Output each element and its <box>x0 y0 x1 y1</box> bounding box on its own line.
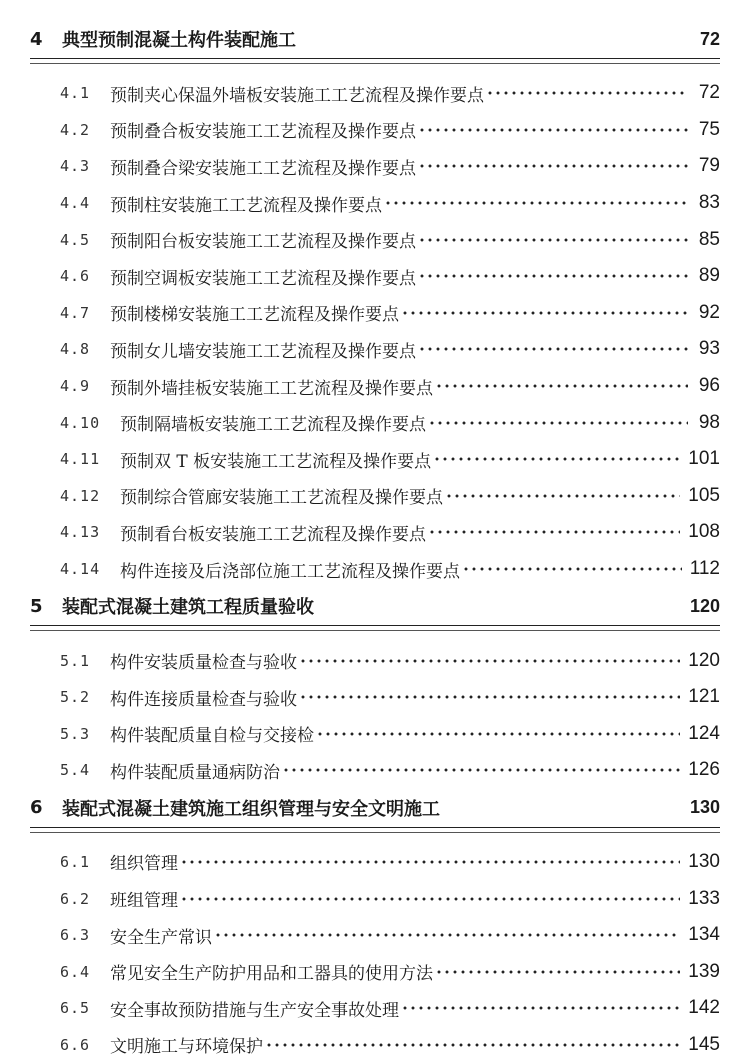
section-title: 预制双 T 板安装施工工艺流程及操作要点 <box>120 451 432 472</box>
dot-leader <box>316 732 680 736</box>
section-title: 预制楼梯安装施工工艺流程及操作要点 <box>110 305 399 326</box>
section-title: 常见安全生产防护用品和工器具的使用方法 <box>110 964 433 985</box>
section-number: 5.2 <box>60 688 91 707</box>
toc-entry-4-1[interactable] <box>60 75 720 112</box>
toc-entry-4-14[interactable] <box>60 551 720 588</box>
dot-leader <box>486 91 688 95</box>
section-page-number: 101 <box>688 448 720 470</box>
section-number: 4.12 <box>60 486 101 505</box>
dot-leader <box>282 768 680 772</box>
section-number: 6.4 <box>60 962 91 981</box>
toc-entry-6-6[interactable] <box>60 1027 720 1064</box>
section-title: 班组管理 <box>110 891 178 912</box>
section-page-number: 79 <box>698 155 720 177</box>
section-page-number: 83 <box>698 192 720 214</box>
section-number: 6.2 <box>60 889 91 908</box>
section-page-number: 112 <box>689 558 720 580</box>
section-page-number: 121 <box>688 686 720 708</box>
toc-entry-4-9[interactable] <box>60 368 720 405</box>
section-number: 4.7 <box>60 303 91 322</box>
chapter-page-number: 120 <box>689 595 720 616</box>
section-page-number: 142 <box>688 997 720 1019</box>
chapter-5-heading[interactable] <box>30 587 720 626</box>
chapter-number: 6 <box>30 797 43 819</box>
section-page-number: 92 <box>698 301 720 323</box>
section-title: 预制柱安装施工工艺流程及操作要点 <box>110 195 382 216</box>
toc-entry-4-3[interactable] <box>60 148 720 185</box>
section-number: 4.6 <box>60 267 91 286</box>
toc-entry-4-13[interactable] <box>60 514 720 551</box>
dot-leader <box>462 567 682 571</box>
section-page-number: 133 <box>688 887 720 909</box>
toc-entry-6-3[interactable] <box>60 917 720 954</box>
section-number: 4.8 <box>60 340 91 359</box>
toc-entry-4-6[interactable] <box>60 258 720 295</box>
section-number: 4.10 <box>60 413 101 432</box>
dot-leader <box>180 897 680 901</box>
section-number: 4.2 <box>60 120 91 139</box>
dot-leader <box>401 1006 680 1010</box>
section-title: 预制夹心保温外墙板安装施工工艺流程及操作要点 <box>110 85 484 106</box>
chapter-number: 5 <box>30 595 43 617</box>
toc-entry-4-4[interactable] <box>60 185 720 222</box>
dot-leader <box>428 530 680 534</box>
chapter-page-number: 130 <box>689 797 720 818</box>
section-page-number: 72 <box>698 82 720 104</box>
section-title: 预制外墙挂板安装施工工艺流程及操作要点 <box>110 378 433 399</box>
toc-entry-4-7[interactable] <box>60 295 720 332</box>
dot-leader <box>435 384 688 388</box>
section-title: 预制阳台板安装施工工艺流程及操作要点 <box>110 232 416 253</box>
section-title: 文明施工与环境保护 <box>110 1037 263 1058</box>
section-number: 4.1 <box>60 84 91 103</box>
dot-leader <box>418 164 688 168</box>
section-title: 构件安装质量检查与验收 <box>110 653 297 674</box>
dot-leader <box>418 128 688 132</box>
chapter-page-number: 72 <box>699 28 720 49</box>
section-number: 4.9 <box>60 377 91 396</box>
section-title: 预制空调板安装施工工艺流程及操作要点 <box>110 268 416 289</box>
section-number: 6.3 <box>60 926 91 945</box>
section-page-number: 120 <box>688 649 720 671</box>
dot-leader <box>299 659 680 663</box>
toc-entry-4-5[interactable] <box>60 221 720 258</box>
section-page-number: 89 <box>698 265 720 287</box>
section-title: 构件装配质量通病防治 <box>110 762 280 783</box>
dot-leader <box>180 860 680 864</box>
section-title: 预制叠合梁安装施工工艺流程及操作要点 <box>110 158 416 179</box>
dot-leader <box>299 695 680 699</box>
section-title: 预制看台板安装施工工艺流程及操作要点 <box>120 524 426 545</box>
toc-entry-6-2[interactable] <box>60 880 720 917</box>
dot-leader <box>418 347 688 351</box>
section-page-number: 108 <box>688 521 720 543</box>
section-page-number: 139 <box>688 960 720 982</box>
section-title: 预制隔墙板安装施工工艺流程及操作要点 <box>120 415 426 436</box>
section-title: 构件连接质量检查与验收 <box>110 689 297 710</box>
section-number: 6.5 <box>60 999 91 1018</box>
chapter-6-heading[interactable] <box>30 789 720 828</box>
toc-entry-4-2[interactable] <box>60 112 720 149</box>
chapter-title: 装配式混凝土建筑工程质量验收 <box>62 597 314 619</box>
dot-leader <box>418 274 688 278</box>
dot-leader <box>384 201 688 205</box>
chapter-number: 4 <box>30 28 43 50</box>
toc-entry-5-4[interactable] <box>60 752 720 789</box>
section-page-number: 126 <box>688 759 720 781</box>
section-title: 预制综合管廊安装施工工艺流程及操作要点 <box>120 488 443 509</box>
dot-leader <box>214 933 680 937</box>
toc-entry-4-8[interactable] <box>60 331 720 368</box>
section-number: 4.4 <box>60 194 91 213</box>
section-page-number: 75 <box>698 118 720 140</box>
toc-entry-5-3[interactable] <box>60 716 720 753</box>
section-number: 6.1 <box>60 852 91 871</box>
dot-leader <box>445 494 680 498</box>
section-page-number: 134 <box>688 924 720 946</box>
section-page-number: 98 <box>698 411 720 433</box>
section-page-number: 145 <box>688 1033 720 1055</box>
toc-entry-6-4[interactable] <box>60 953 720 990</box>
section-title: 安全事故预防措施与生产安全事故处理 <box>110 1000 399 1021</box>
section-title: 预制女儿墙安装施工工艺流程及操作要点 <box>110 341 416 362</box>
toc-entry-5-2[interactable] <box>60 679 720 716</box>
section-number: 4.5 <box>60 230 91 249</box>
section-number: 5.3 <box>60 724 91 743</box>
section-title: 安全生产常识 <box>110 927 212 948</box>
toc-entry-4-11[interactable] <box>60 441 720 478</box>
dot-leader <box>401 311 688 315</box>
section-number: 5.4 <box>60 761 91 780</box>
section-number: 5.1 <box>60 651 91 670</box>
section-page-number: 130 <box>688 850 720 872</box>
toc-entry-6-5[interactable] <box>60 990 720 1027</box>
section-page-number: 85 <box>698 228 720 250</box>
dot-leader <box>265 1043 680 1047</box>
section-number: 4.13 <box>60 523 101 542</box>
dot-leader <box>433 457 680 461</box>
section-title: 预制叠合板安装施工工艺流程及操作要点 <box>110 122 416 143</box>
toc-entry-4-10[interactable] <box>60 404 720 441</box>
section-page-number: 124 <box>688 722 720 744</box>
section-page-number: 105 <box>688 484 720 506</box>
toc-entry-5-1[interactable] <box>60 642 720 679</box>
dot-leader <box>418 238 688 242</box>
chapter-4-heading[interactable] <box>30 20 720 59</box>
section-title: 构件装配质量自检与交接检 <box>110 726 314 747</box>
toc-entry-6-1[interactable] <box>60 844 720 881</box>
section-title: 组织管理 <box>110 854 178 875</box>
section-page-number: 96 <box>698 375 720 397</box>
section-page-number: 93 <box>698 338 720 360</box>
section-number: 4.3 <box>60 157 91 176</box>
chapter-title: 典型预制混凝土构件装配施工 <box>62 30 296 51</box>
dot-leader <box>428 421 688 425</box>
section-number: 4.14 <box>60 560 101 579</box>
section-title: 构件连接及后浇部位施工工艺流程及操作要点 <box>120 561 460 582</box>
section-number: 4.11 <box>60 450 101 469</box>
chapter-title: 装配式混凝土建筑施工组织管理与安全文明施工 <box>62 798 440 820</box>
section-number: 6.6 <box>60 1035 91 1054</box>
dot-leader <box>435 970 680 974</box>
toc-entry-4-12[interactable] <box>60 478 720 515</box>
